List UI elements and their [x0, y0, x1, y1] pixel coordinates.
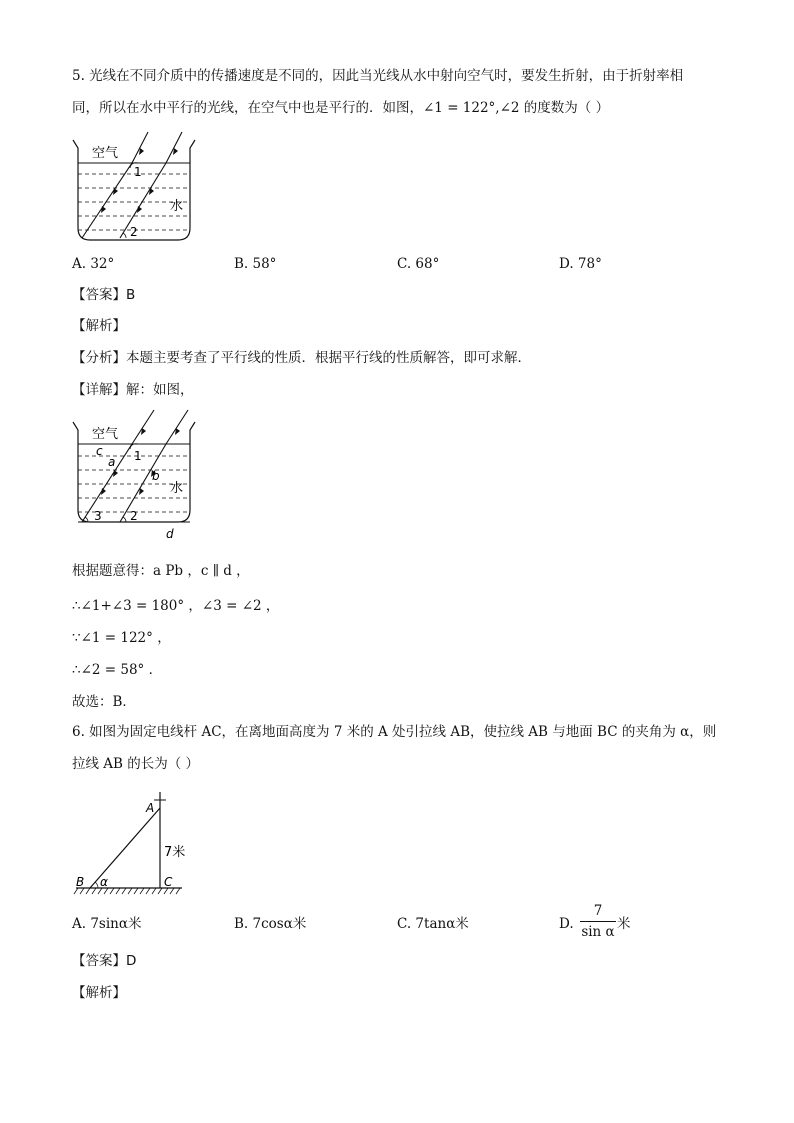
label-c-point: C	[164, 875, 173, 889]
label-alpha: α	[100, 875, 108, 889]
line-a-air	[132, 410, 154, 444]
q6-pole-figure	[70, 786, 190, 900]
q5-step4: ∴∠2 = 58° ．	[72, 662, 163, 678]
q5-choice-b: B. 58°	[234, 256, 277, 272]
q5-step2: ∴∠1+∠3 = 180° ，∠3 = ∠2 ，	[72, 598, 280, 614]
air-label: 空气	[92, 146, 119, 161]
q6-text-line1: 6. 如图为固定电线杆 AC，在离地面高度为 7 米的 A 处引拉线 AB，使拉线 AB 与地面 BC 的夹角为 α，则	[72, 724, 717, 740]
air-label: 空气	[92, 427, 119, 442]
label-d: d	[166, 527, 174, 541]
q6-choice-a: A. 7sinα米	[72, 916, 142, 932]
angle2-label: 2	[130, 509, 138, 523]
q5-step1: 根据题意得：a Pb ，c ∥ d ，	[72, 563, 250, 579]
fraction-numerator: 7	[593, 903, 603, 919]
angle1-label: 1	[134, 449, 142, 463]
water-label: 水	[170, 199, 184, 214]
angle1-label: 1	[134, 165, 142, 179]
q5-choice-d: D. 78°	[559, 256, 602, 272]
q5-answer: 【答案】B	[72, 287, 136, 303]
q6-choice-d-prefix: D.	[559, 916, 574, 932]
arrow-icon	[101, 206, 106, 213]
q5-detail: 【详解】解：如图，	[72, 382, 194, 398]
angle2-label: 2	[130, 225, 138, 239]
q5-conclusion: 故选：B．	[72, 694, 136, 710]
fraction-bar	[580, 921, 616, 922]
q5-text-line1: 5. 光线在不同介质中的传播速度是不同的，因此当光线从水中射向空气时，要发生折射，由于折射率相	[72, 68, 684, 84]
q5-choice-c: C. 68°	[397, 256, 440, 272]
q5-step3: ∵∠1 = 122° ，	[72, 630, 171, 646]
light-ray-left-air	[132, 132, 148, 163]
label-b-point: B	[76, 875, 85, 889]
q6-choice-d-unit: 米	[617, 916, 631, 932]
arrow-icon	[113, 470, 118, 477]
q5-choice-a: A. 32°	[72, 256, 115, 272]
q5-analysis: 【分析】本题主要考查了平行线的性质．根据平行线的性质解答，即可求解．	[72, 350, 531, 366]
line-b-air	[166, 410, 188, 444]
angle2-arc	[123, 517, 126, 522]
q6-choice-d-fraction	[580, 902, 616, 941]
fraction-denominator: sin α	[581, 924, 615, 940]
water-label: 水	[170, 481, 184, 496]
q6-choice-c: C. 7tanα米	[397, 916, 469, 932]
q6-analysis-heading: 【解析】	[72, 985, 126, 1001]
alpha-arc	[95, 882, 98, 888]
label-height: 7米	[164, 845, 186, 860]
q6-text-line2: 拉线 AB 的长为（ ）	[72, 756, 200, 772]
label-b: b	[152, 469, 160, 483]
q6-choice-b: B. 7cosα米	[234, 916, 307, 932]
angle2-arc	[123, 233, 126, 238]
q6-answer: 【答案】D	[72, 953, 137, 969]
angle3-label: 3	[94, 509, 102, 523]
q5-analysis-heading: 【解析】	[72, 318, 126, 334]
q5-solution-figure	[70, 408, 200, 543]
q5-beaker-figure	[70, 130, 200, 245]
label-c: c	[96, 444, 103, 458]
light-ray-right-air	[166, 132, 182, 163]
arrow-icon	[113, 188, 118, 195]
label-a-point: A	[146, 801, 155, 815]
label-a: a	[108, 455, 116, 469]
q5-text-line2: 同，所以在水中平行的光线，在空气中也是平行的．如图，∠1 = 122°,∠2 的度数为（ ）	[72, 100, 610, 116]
